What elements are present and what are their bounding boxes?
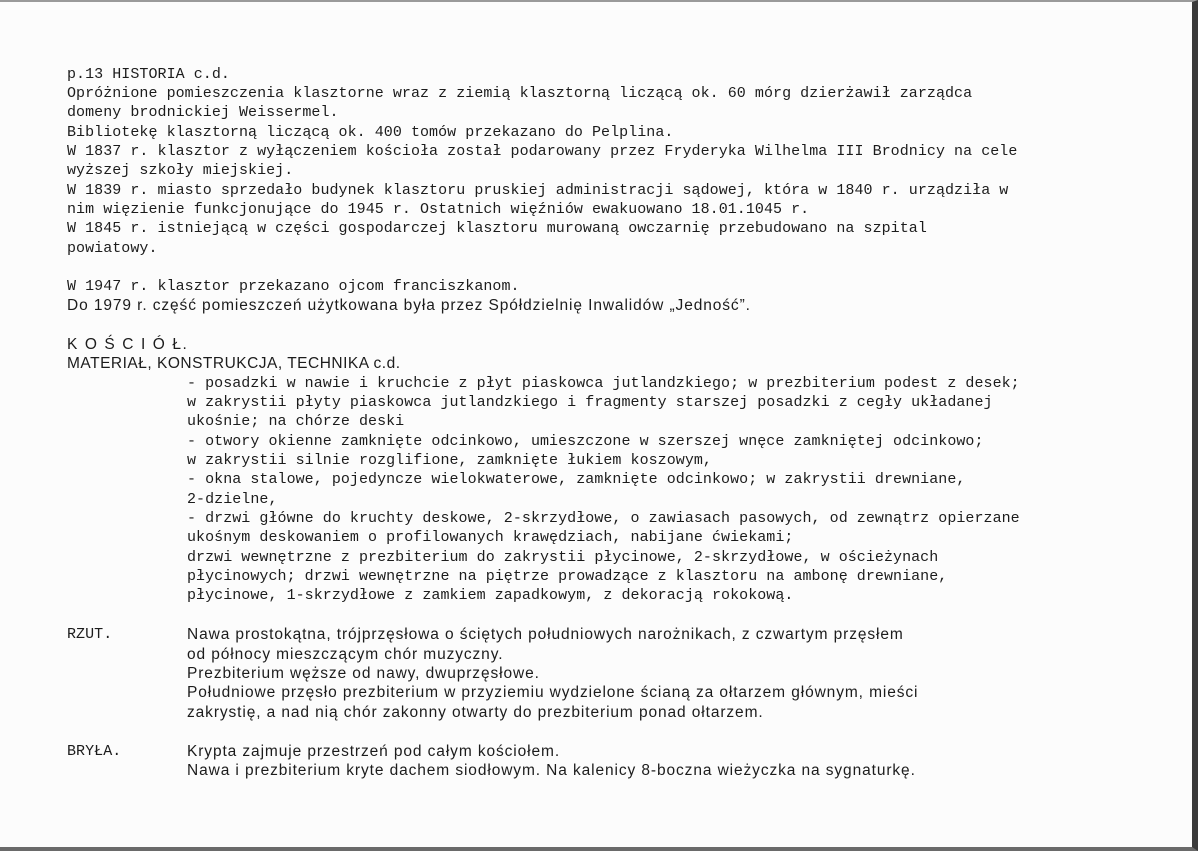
rzut-line: zakrystię, a nad nią chór zakonny otwarty do prezbiterium ponad ołtarzem. <box>187 704 764 721</box>
material-line: - otwory okienne zamknięte odcinkowo, umieszczone w szerszej wnęce zamkniętej odcinkowo; <box>187 433 984 450</box>
history-line: Opróżnione pomieszczenia klasztorne wraz z ziemią klasztorną liczącą ok. 60 mórg dzierżawił zarządca <box>67 85 973 102</box>
history-line: W 1845 r. istniejącą w części gospodarczej klasztoru murowaną owczarnię przebudowano na szpital <box>67 220 927 237</box>
history-line: W 1947 r. klasztor przekazano ojcom franciszkanom. <box>67 278 520 295</box>
material-line: - posadzki w nawie i kruchcie z płyt piaskowca jutlandzkiego; w prezbiterium podest z desek; <box>187 375 1020 392</box>
bryla-label: BRYŁA. <box>67 743 122 760</box>
history-line: domeny brodnickiej Weissermel. <box>67 104 339 121</box>
history-line: nim więzienie funkcjonujące do 1945 r. Ostatnich więźniów ewakuowano 18.01.1045 r. <box>67 201 810 218</box>
history-line: Bibliotekę klasztorną liczącą ok. 400 tomów przekazano do Pelplina. <box>67 124 674 141</box>
history-line: W 1839 r. miasto sprzedało budynek klasztoru pruskiej administracji sądowej, która w 1840 r. urządziła w <box>67 182 1009 199</box>
rzut-line: Nawa prostokątna, trójprzęsłowa o ściętych południowych narożnikach, z czwartym przęsłem <box>187 626 904 643</box>
church-heading: K O Ś C I Ó Ł. <box>67 336 189 353</box>
page-header: p.13 HISTORIA c.d. <box>67 66 230 83</box>
material-line: ukośnie; na chórze deski <box>187 413 405 430</box>
rzut-label: RZUT. <box>67 626 113 643</box>
material-line: w zakrystii płyty piaskowca jutlandzkiego i fragmenty starszej posadzki z cegły układanej <box>187 394 993 411</box>
material-line: - drzwi główne do kruchty deskowe, 2-skrzydłowe, o zawiasach pasowych, od zewnątrz opierzane <box>187 510 1020 527</box>
rzut-line: od północy mieszczącym chór muzyczny. <box>187 646 504 663</box>
history-line: Do 1979 r. część pomieszczeń użytkowana była przez Spółdzielnię Inwalidów „Jedność”. <box>67 297 751 314</box>
material-heading: MATERIAŁ, KONSTRUKCJA, TECHNIKA c.d. <box>67 355 401 372</box>
material-line: ukośnym deskowaniem o profilowanych krawędziach, nabijane ćwiekami; <box>187 529 794 546</box>
material-line: płycinowe, 1-skrzydłowe z zamkiem zapadkowym, z dekoracją rokokową. <box>187 587 794 604</box>
material-line: - okna stalowe, pojedyncze wielokwaterowe, zamknięte odcinkowo; w zakrystii drewniane, <box>187 471 966 488</box>
rzut-line: Południowe przęsło prezbiterium w przyziemiu wydzielone ścianą za ołtarzem głównym, mieści <box>187 684 919 701</box>
history-line: powiatowy. <box>67 240 158 257</box>
bryla-line: Krypta zajmuje przestrzeń pod całym kościołem. <box>187 743 561 760</box>
history-line: wyższej szkoły miejskiej. <box>67 162 294 179</box>
material-line: płycinowych; drzwi wewnętrzne na piętrze prowadzące z klasztoru na ambonę drewniane, <box>187 568 948 585</box>
rzut-line: Prezbiterium węższe od nawy, dwuprzęsłowe. <box>187 665 540 682</box>
history-line: W 1837 r. klasztor z wyłączeniem kościoła został podarowany przez Fryderyka Wilhelma III Brodnicy na cele <box>67 143 1018 160</box>
bryla-line: Nawa i prezbiterium kryte dachem siodłowym. Na kalenicy 8-boczna wieżyczka na sygnaturkę. <box>187 762 916 779</box>
material-line: 2-dzielne, <box>187 491 278 508</box>
material-line: drzwi wewnętrzne z prezbiterium do zakrystii płycinowe, 2-skrzydłowe, w ościeżynach <box>187 549 939 566</box>
material-line: w zakrystii silnie rozglifione, zamknięte łukiem koszowym, <box>187 452 712 469</box>
